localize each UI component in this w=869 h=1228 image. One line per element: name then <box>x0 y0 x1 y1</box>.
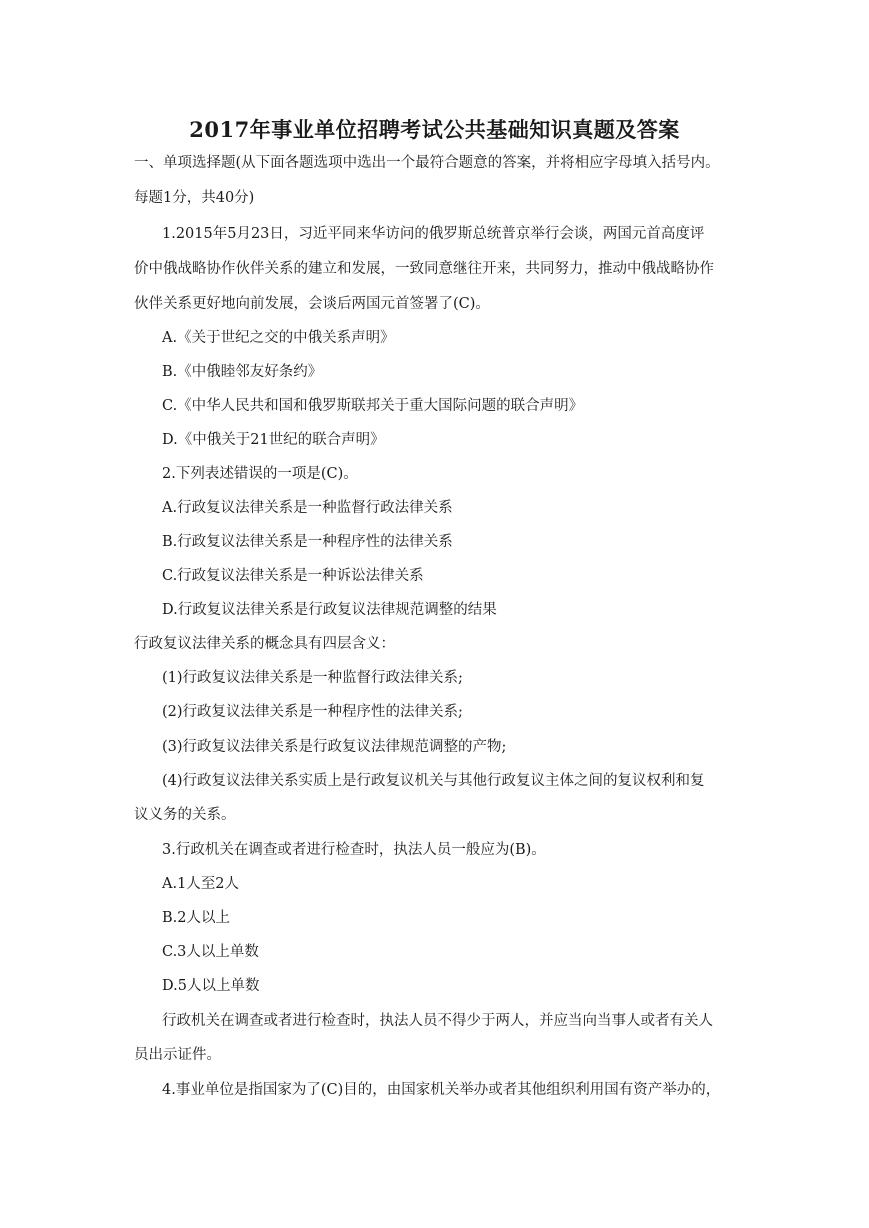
section-heading-cont: 每题1分，共40分) <box>134 190 255 206</box>
q1-option-a: A.《关于世纪之交的中俄关系声明》 <box>162 330 395 346</box>
q3-option-d: D.5人以上单数 <box>162 978 260 994</box>
document-title: 2017年事业单位招聘考试公共基础知识真题及答案 <box>189 117 680 142</box>
q2-option-b: B.行政复议法律关系是一种程序性的法律关系 <box>162 534 453 550</box>
q1-stem-line2: 价中俄战略协作伙伴关系的建立和发展，一致同意继往开来，共同努力，推动中俄战略协作 <box>134 261 714 277</box>
q2-explanation-point-4-cont: 议义务的关系。 <box>134 807 236 823</box>
q3-option-a: A.1人至2人 <box>162 876 240 892</box>
q3-explanation-line1: 行政机关在调查或者进行检查时，执法人员不得少于两人，并应当向当事人或者有关人 <box>162 1013 713 1029</box>
q2-explanation-point-4: (4)行政复议法律关系实质上是行政复议机关与其他行政复议主体之间的复议权利和复 <box>162 773 705 789</box>
q2-explanation-intro: 行政复议法律关系的概念具有四层含义： <box>134 636 395 652</box>
q2-option-a: A.行政复议法律关系是一种监督行政法律关系 <box>162 500 453 516</box>
q4-stem-line1: 4.事业单位是指国家为了(C)目的，由国家机关举办或者其他组织利用国有资产举办的， <box>162 1082 721 1098</box>
q3-stem: 3.行政机关在调查或者进行检查时，执法人员一般应为(B)。 <box>162 842 546 858</box>
q3-explanation-line2: 员出示证件。 <box>134 1047 221 1063</box>
q1-option-c: C.《中华人民共和国和俄罗斯联邦关于重大国际问题的联合声明》 <box>162 398 584 414</box>
q1-stem-line1: 1.2015年5月23日，习近平同来华访问的俄罗斯总统普京举行会谈，两国元首高度评 <box>162 226 705 242</box>
q3-option-c: C.3人以上单数 <box>162 944 259 960</box>
q3-option-b: B.2人以上 <box>162 910 230 926</box>
q1-option-d: D.《中俄关于21世纪的联合声明》 <box>162 432 385 448</box>
q1-stem-line3: 伙伴关系更好地向前发展，会谈后两国元首签署了(C)。 <box>134 296 490 312</box>
q2-option-d: D.行政复议法律关系是行政复议法律规范调整的结果 <box>162 602 497 618</box>
q2-stem: 2.下列表述错误的一项是(C)。 <box>162 466 358 482</box>
q2-explanation-point-1: (1)行政复议法律关系是一种监督行政法律关系; <box>162 670 463 686</box>
q2-explanation-point-3: (3)行政复议法律关系是行政复议法律规范调整的产物; <box>162 739 507 755</box>
section-heading: 一、单项选择题(从下面各题选项中选出一个最符合题意的答案，并将相应字母填入括号内。 <box>134 155 720 171</box>
q1-option-b: B.《中俄睦邻友好条约》 <box>162 364 323 380</box>
q2-option-c: C.行政复议法律关系是一种诉讼法律关系 <box>162 568 424 584</box>
q2-explanation-point-2: (2)行政复议法律关系是一种程序性的法律关系; <box>162 704 463 720</box>
